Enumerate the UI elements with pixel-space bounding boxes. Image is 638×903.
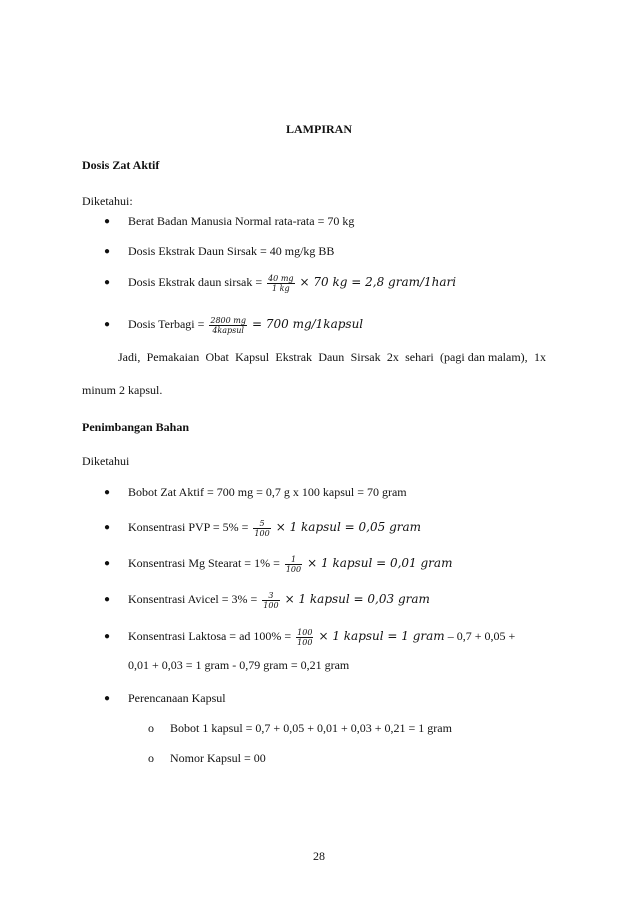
bullet-icon: ● bbox=[104, 522, 111, 533]
list-item: Dosis Ekstrak Daun Sirsak = 40 mg/kg BB bbox=[128, 244, 335, 258]
list-item bbox=[128, 310, 363, 338]
fraction-denominator: 4kapsul bbox=[212, 325, 244, 335]
fraction bbox=[253, 519, 270, 538]
formula-label: Konsentrasi Mg Stearat = 1% = bbox=[128, 556, 280, 570]
list-item: Berat Badan Manusia Normal rata-rata = 70 kg bbox=[128, 214, 355, 228]
word: (pagi dan malam), bbox=[440, 350, 528, 364]
fraction-denominator: 100 bbox=[285, 564, 302, 574]
fraction-denominator: 1 kg bbox=[272, 283, 290, 293]
word: sehari bbox=[405, 350, 434, 364]
formula-result: × 1 kapsul = 0,01 gram bbox=[307, 556, 453, 570]
laktosa-continuation: 0,01 + 0,03 = 1 gram - 0,79 gram = 0,21 gram bbox=[128, 658, 350, 672]
bullet-icon: ● bbox=[104, 631, 111, 642]
formula-result: × 70 kg = 2,8 gram/1hari bbox=[299, 275, 457, 289]
list-item: Bobot Zat Aktif = 700 mg = 0,7 g x 100 kapsul = 70 gram bbox=[128, 485, 407, 499]
page-title: LAMPIRAN bbox=[286, 122, 352, 136]
bullet-icon: ● bbox=[104, 693, 111, 704]
word: 1x bbox=[533, 350, 546, 364]
circle-bullet-icon: o bbox=[148, 721, 154, 735]
list-item bbox=[128, 585, 430, 613]
conclusion-line-2: minum 2 kapsul. bbox=[82, 383, 163, 397]
word: Sirsak bbox=[350, 350, 381, 364]
word: Pemakaian bbox=[146, 350, 200, 364]
formula-label: Konsentrasi PVP = 5% = bbox=[128, 520, 249, 534]
fraction-denominator: 100 bbox=[263, 600, 279, 610]
list-item: Perencanaan Kapsul bbox=[128, 691, 226, 705]
diketahui-label: Diketahui: bbox=[82, 194, 133, 208]
section-heading-dosis: Dosis Zat Aktif bbox=[82, 158, 160, 172]
formula-result: × 1 kapsul = 1 gram bbox=[318, 629, 445, 643]
bullet-icon: ● bbox=[104, 246, 111, 257]
bullet-icon: ● bbox=[104, 487, 111, 498]
page-number: 28 bbox=[313, 849, 325, 863]
word: Jadi, bbox=[118, 350, 141, 364]
list-item bbox=[128, 549, 452, 577]
formula-label: Dosis Ekstrak daun sirsak = bbox=[128, 275, 263, 289]
word: Obat bbox=[205, 350, 229, 364]
section-heading-penimbangan: Penimbangan Bahan bbox=[82, 420, 190, 434]
formula-result: × 1 kapsul = 0,05 gram bbox=[275, 520, 422, 534]
word: Kapsul bbox=[235, 350, 270, 364]
fraction-numerator: 5 bbox=[253, 519, 270, 529]
conclusion-line-1 bbox=[118, 350, 546, 364]
bullet-icon: ● bbox=[104, 319, 111, 330]
word: Daun bbox=[318, 350, 345, 364]
formula-label: Dosis Terbagi = bbox=[128, 317, 205, 331]
word: Ekstrak bbox=[275, 350, 313, 364]
formula-tail: – 0,7 + 0,05 + bbox=[447, 629, 516, 643]
fraction-numerator: 1 bbox=[285, 555, 302, 565]
word: 2x bbox=[386, 350, 399, 364]
formula-result: × 1 kapsul = 0,03 gram bbox=[284, 592, 430, 606]
fraction bbox=[267, 274, 294, 293]
bullet-icon: ● bbox=[104, 277, 111, 288]
formula-label: Konsentrasi Avicel = 3% = bbox=[128, 592, 258, 606]
fraction bbox=[285, 555, 302, 574]
bullet-icon: ● bbox=[104, 594, 111, 605]
circle-bullet-icon: o bbox=[148, 751, 154, 765]
fraction bbox=[209, 316, 247, 335]
list-item bbox=[128, 268, 456, 296]
diketahui-label: Diketahui bbox=[82, 454, 130, 468]
formula-label: Konsentrasi Laktosa = ad 100% = bbox=[128, 629, 292, 643]
sub-list-item: Nomor Kapsul = 00 bbox=[170, 751, 266, 765]
fraction-numerator: 40 mg bbox=[268, 273, 294, 283]
fraction-denominator: 100 bbox=[254, 528, 270, 538]
sub-list-item: Bobot 1 kapsul = 0,7 + 0,05 + 0,01 + 0,03 + 0,21 = 1 gram bbox=[170, 721, 452, 735]
fraction bbox=[262, 591, 279, 610]
fraction-numerator: 3 bbox=[262, 591, 279, 601]
bullet-icon: ● bbox=[104, 216, 111, 227]
fraction bbox=[296, 628, 313, 647]
list-item bbox=[128, 513, 421, 541]
formula-result: = 700 mg/1kapsul bbox=[251, 317, 364, 331]
fraction-numerator: 2800 mg bbox=[210, 315, 246, 325]
bullet-icon: ● bbox=[104, 558, 111, 569]
fraction-denominator: 100 bbox=[297, 637, 313, 647]
list-item bbox=[128, 622, 515, 650]
fraction-numerator: 100 bbox=[297, 627, 313, 637]
